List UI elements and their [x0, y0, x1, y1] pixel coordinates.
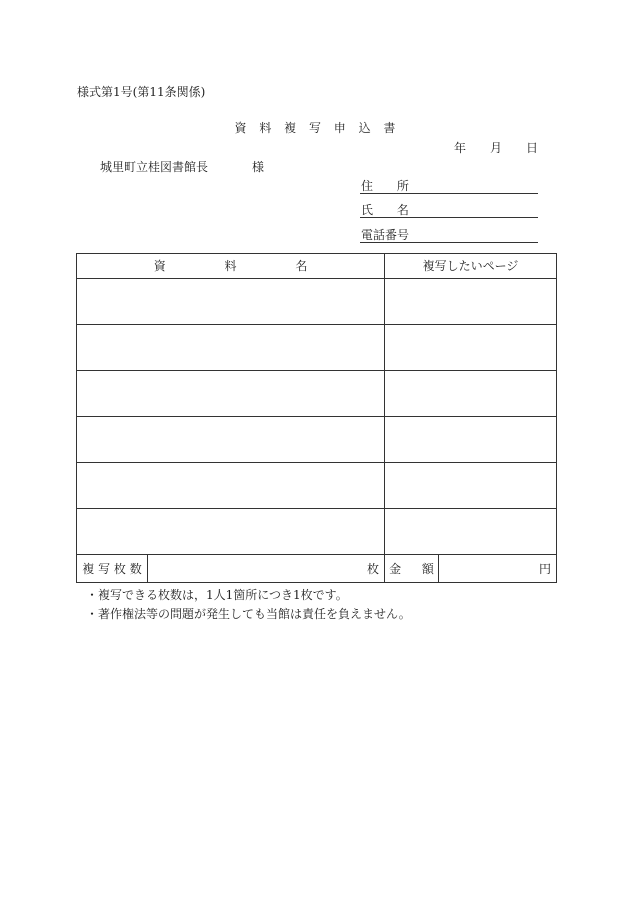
document-title: 資 料 複 写 申 込 書 — [234, 121, 396, 135]
name-label: 氏 名 — [361, 203, 409, 217]
copies-unit: 枚 — [148, 555, 385, 583]
phone-field — [360, 228, 538, 243]
addressee-honorific: 様 — [252, 160, 265, 174]
pages-cell — [385, 325, 557, 371]
material-name-cell — [77, 509, 385, 555]
pages-cell — [385, 463, 557, 509]
table-footer-row — [77, 555, 557, 583]
header-material-name: 資 料 名 — [77, 254, 385, 279]
pages-cell — [385, 371, 557, 417]
addressee-name: 城里町立桂図書館長 — [100, 160, 209, 174]
material-name-cell — [77, 463, 385, 509]
material-name-cell — [77, 371, 385, 417]
pages-cell — [385, 417, 557, 463]
date-year-label: 年 — [454, 141, 467, 155]
note-copyright-disclaimer: ・著作権法等の問題が発生しても当館は責任を負えません。 — [86, 607, 411, 621]
material-name-cell — [77, 325, 385, 371]
table-row — [77, 279, 557, 325]
amount-label: 金 額 — [385, 555, 439, 583]
date-month-label: 月 — [490, 141, 503, 155]
table-row — [77, 371, 557, 417]
name-field — [360, 203, 538, 218]
table-row — [77, 463, 557, 509]
table-row — [77, 417, 557, 463]
pages-cell — [385, 509, 557, 555]
copies-label: 複 写 枚 数 — [77, 555, 148, 583]
table-row — [77, 509, 557, 555]
form-number: 様式第1号(第11条関係) — [77, 85, 206, 99]
note-copy-limit: ・複写できる枚数は，1人1箇所につき1枚です。 — [86, 588, 348, 602]
request-table — [76, 253, 557, 583]
material-name-cell — [77, 279, 385, 325]
table-row — [77, 325, 557, 371]
table-header-row — [77, 254, 557, 279]
amount-unit: 円 — [439, 555, 557, 583]
header-pages: 複写したいページ — [385, 254, 557, 279]
address-field — [360, 179, 538, 194]
material-name-cell — [77, 417, 385, 463]
phone-label: 電話番号 — [361, 228, 410, 242]
address-label: 住 所 — [361, 179, 409, 193]
pages-cell — [385, 279, 557, 325]
date-day-label: 日 — [526, 141, 539, 155]
